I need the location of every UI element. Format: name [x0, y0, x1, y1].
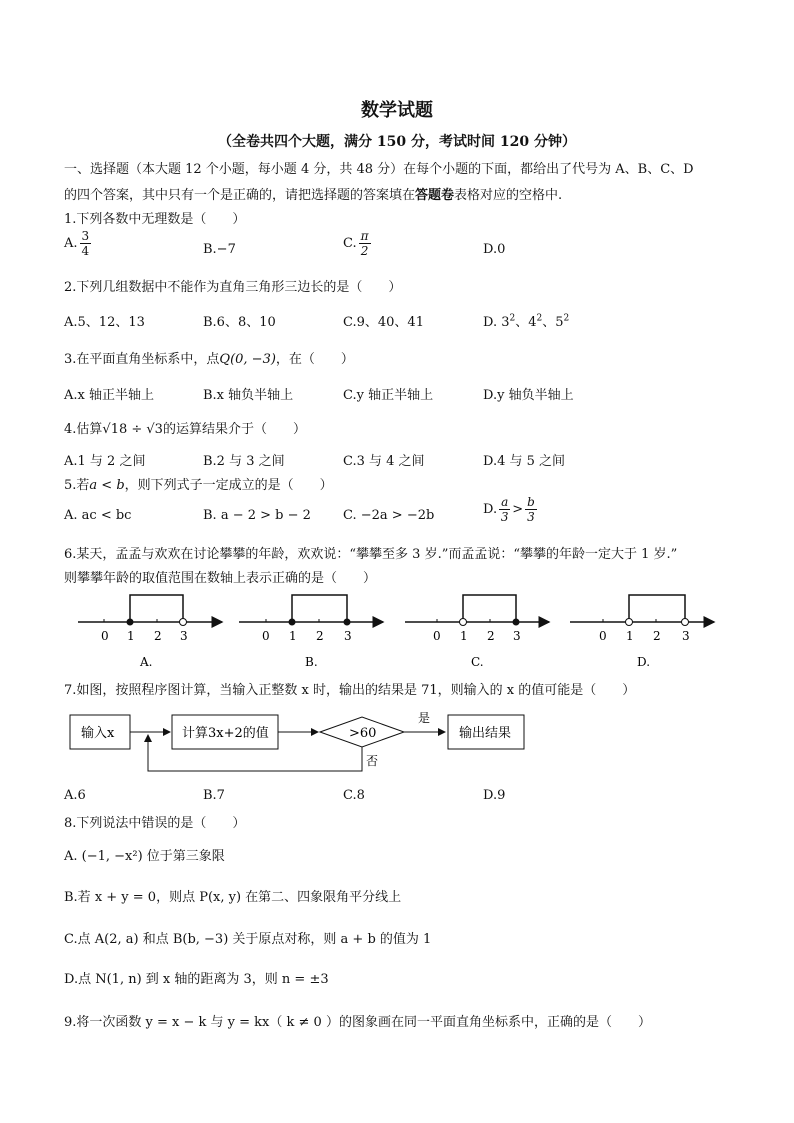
- q5-option-a: A. ac < bc: [64, 508, 132, 523]
- q5-option-b: B. a − 2 > b − 2: [203, 508, 311, 523]
- q1-stem: 1.下列各数中无理数是（ ）: [64, 212, 246, 227]
- q7-option-a: A.6: [64, 788, 86, 803]
- q5-condition: a < b: [89, 478, 125, 493]
- q5-option-c: C. −2a > −2b: [343, 508, 435, 523]
- q2-option-b: B.6、8、10: [203, 315, 276, 330]
- q5-d-den2: 3: [527, 510, 535, 524]
- q1-c-num: π: [360, 229, 369, 243]
- q7-flowchart: [60, 705, 530, 777]
- q4-stem: [64, 418, 306, 437]
- option-label: D.: [637, 655, 651, 669]
- q7-option-d: D.9: [483, 788, 506, 803]
- tick-label: 1: [460, 629, 468, 643]
- q1-option-b: B.−7: [203, 242, 236, 257]
- tick-label: 3: [513, 629, 521, 643]
- flow-no-label: 否: [366, 754, 379, 768]
- number-line-c: [405, 595, 549, 669]
- tick-label: 2: [154, 629, 162, 643]
- q5-d-den1: 3: [500, 510, 509, 524]
- q7-stem: 7.如图，按照程序图计算，当输入正整数 x 时，输出的结果是 71，则输入的 x 的值可能是（ ）: [64, 683, 636, 698]
- tick-label: 0: [599, 629, 607, 643]
- q4-option-a: A.1 与 2 之间: [64, 454, 146, 469]
- tick-label: 3: [682, 629, 690, 643]
- q8-stem: 8.下列说法中错误的是（ ）: [64, 816, 246, 831]
- answer-sheet-term: 答题卷: [415, 188, 455, 203]
- q5-d-num1: a: [501, 495, 509, 509]
- closed-dot: [513, 619, 520, 626]
- q5-stem-post: ，则下列式子一定成立的是（ ）: [124, 478, 333, 493]
- q3-option-b: B.x 轴负半轴上: [203, 388, 294, 403]
- q8-option-b: B.若 x + y = 0，则点 P(x, y) 在第二、四象限角平分线上: [64, 890, 402, 905]
- open-dot: [626, 619, 633, 626]
- q1-c-den: 2: [360, 244, 369, 258]
- q7-option-c: C.8: [343, 788, 365, 803]
- q8-option-c: C.点 A(2, a) 和点 B(b, −3) 关于原点对称，则 a + b 的值为 1: [64, 932, 432, 947]
- tick-label: 0: [262, 629, 270, 643]
- q1-option-d: D.0: [483, 242, 506, 257]
- q5-d-frac2: [525, 496, 537, 523]
- q1-a-den: 4: [81, 244, 90, 258]
- tick-label: 2: [316, 629, 324, 643]
- q2-d-base2: 、4: [515, 315, 537, 330]
- number-line-d: [570, 595, 714, 669]
- q7-option-b: B.7: [203, 788, 225, 803]
- q5-stem-pre: 5.若: [64, 478, 90, 493]
- q4-stem-pre: 4.估算: [64, 422, 103, 437]
- closed-dot: [127, 619, 134, 626]
- q4-stem-post: 的运算结果介于（ ）: [162, 422, 306, 437]
- q6-number-lines: [0, 585, 794, 675]
- tick-label: 1: [626, 629, 634, 643]
- q1-option-c: [343, 230, 373, 257]
- flow-input-label: 输入x: [81, 726, 115, 741]
- open-dot: [682, 619, 689, 626]
- flow-output-label: 输出结果: [459, 726, 512, 741]
- tick-label: 0: [101, 629, 109, 643]
- q5-stem: [64, 474, 333, 493]
- q2-d-exp2: 2: [536, 313, 543, 324]
- page-title: 数学试题: [361, 100, 433, 121]
- tick-label: 0: [433, 629, 441, 643]
- tick-label: 1: [127, 629, 135, 643]
- option-label: A.: [140, 655, 153, 669]
- q3-option-a: A.x 轴正半轴上: [64, 388, 154, 403]
- instructions-text-end: 表格对应的空格中.: [454, 188, 563, 203]
- q5-d-num2: b: [527, 495, 535, 509]
- q2-option-c: C.9、40、41: [343, 315, 424, 330]
- q3-stem-post: ，在（ ）: [275, 352, 354, 367]
- q1-a-label: A.: [64, 236, 78, 251]
- instructions-text: 的四个答案，其中只有一个是正确的，请把选择题的答案填在: [64, 188, 416, 203]
- section-instructions-line2: [64, 184, 562, 203]
- open-dot: [460, 619, 467, 626]
- number-line-b: [239, 595, 383, 669]
- q5-d-op: >: [512, 502, 524, 517]
- tick-label: 3: [344, 629, 352, 643]
- number-line-a: [78, 595, 222, 669]
- q2-option-d: [483, 311, 569, 330]
- q1-a-fraction: [80, 230, 92, 257]
- q5-option-d: [483, 496, 539, 523]
- q2-d-exp3: 2: [563, 313, 570, 324]
- q1-a-num: 3: [81, 229, 90, 243]
- q4-expression: √18 ÷ √3: [102, 422, 163, 437]
- option-label: B.: [305, 655, 318, 669]
- q6-stem-line2: 则攀攀年龄的取值范围在数轴上表示正确的是（ ）: [64, 571, 377, 586]
- q8-option-d: D.点 N(1, n) 到 x 轴的距离为 3，则 n = ±3: [64, 972, 329, 987]
- q3-point: Q(0, −3): [219, 352, 276, 367]
- q1-c-fraction: [359, 230, 371, 257]
- q5-d-label: D.: [483, 502, 498, 517]
- flow-yes-label: 是: [418, 711, 431, 725]
- option-label: C.: [471, 655, 484, 669]
- q9-stem: 9.将一次函数 y = x − k 与 y = kx（ k ≠ 0 ）的图象画在同一平面直角坐标系中，正确的是（ ）: [64, 1015, 651, 1030]
- q5-d-frac1: [499, 496, 510, 523]
- q2-d-exp1: 2: [509, 313, 516, 324]
- open-dot: [180, 619, 187, 626]
- tick-label: 2: [487, 629, 495, 643]
- q4-option-d: D.4 与 5 之间: [483, 454, 566, 469]
- q3-stem-pre: 3.在平面直角坐标系中，点: [64, 352, 220, 367]
- q2-option-a: A.5、12、13: [64, 315, 145, 330]
- q4-option-b: B.2 与 3 之间: [203, 454, 285, 469]
- q3-option-d: D.y 轴负半轴上: [483, 388, 574, 403]
- q2-d-base1: D. 3: [483, 315, 510, 330]
- q2-d-base3: 、5: [542, 315, 564, 330]
- q3-stem: [64, 348, 354, 367]
- tick-label: 2: [653, 629, 661, 643]
- q8-option-a: A. (−1, −x²) 位于第三象限: [64, 849, 225, 864]
- q2-stem: 2.下列几组数据中不能作为直角三角形三边长的是（ ）: [64, 280, 402, 295]
- closed-dot: [344, 619, 351, 626]
- q1-option-a: [64, 230, 93, 257]
- tick-label: 3: [180, 629, 188, 643]
- q4-option-c: C.3 与 4 之间: [343, 454, 425, 469]
- exam-info: （全卷共四个大题，满分 150 分，考试时间 120 分钟）: [218, 134, 576, 150]
- q6-stem-line1: 6.某天，孟孟与欢欢在讨论攀攀的年龄，欢欢说：“攀攀至多 3 岁.”而孟孟说：“攀攀的年龄一定大于 1 岁.”: [64, 547, 678, 562]
- flow-compute-label: 计算3x+2的值: [182, 726, 269, 741]
- tick-label: 1: [289, 629, 297, 643]
- flow-condition-label: >60: [349, 726, 377, 741]
- q3-option-c: C.y 轴正半轴上: [343, 388, 434, 403]
- q1-c-label: C.: [343, 236, 357, 251]
- closed-dot: [289, 619, 296, 626]
- section-instructions-line1: 一、选择题（本大题 12 个小题，每小题 4 分，共 48 分）在每个小题的下面，都给出了代号为 A、B、C、D: [64, 162, 694, 177]
